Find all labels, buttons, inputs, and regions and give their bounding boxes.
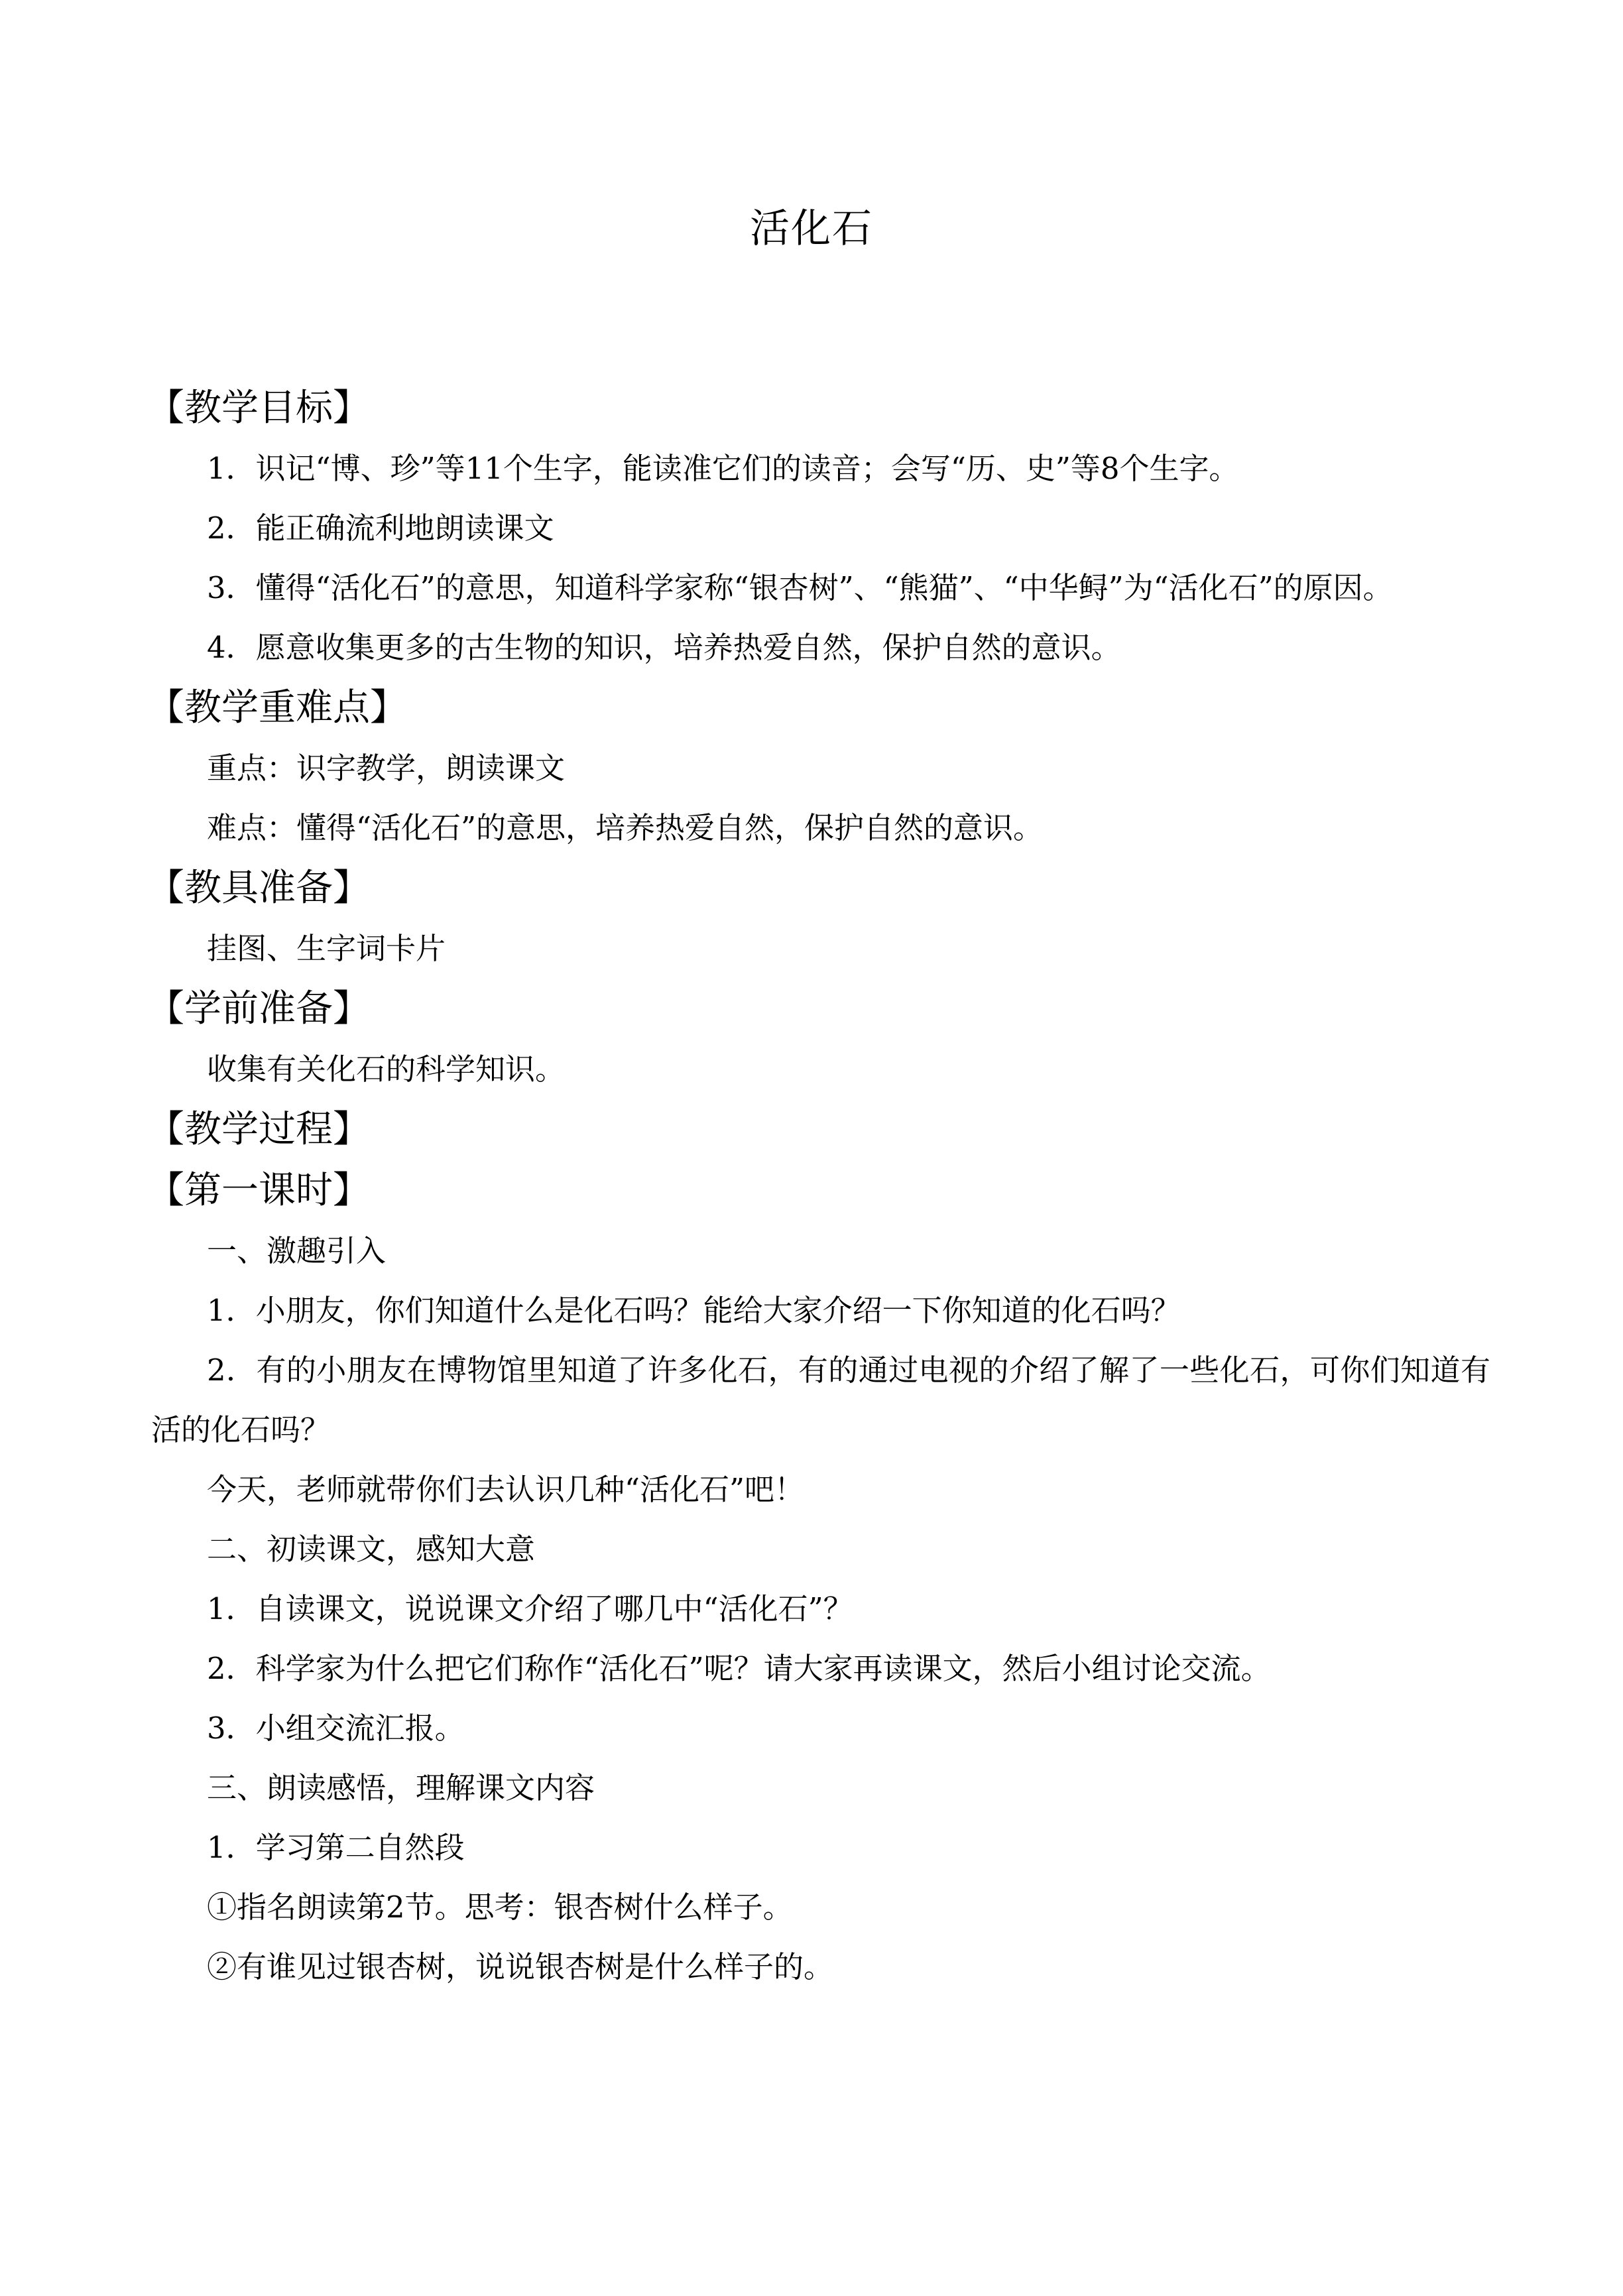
document-title: 活化石 <box>750 206 873 252</box>
goal-item-1: 1．识记“博、珍”等11个生字，能读准它们的读音；会写“历、史”等8个生字。 <box>207 451 1239 486</box>
key-point-focus: 重点：识字教学，朗读课文 <box>207 751 566 786</box>
pre-class-item: 收集有关化石的科学知识。 <box>207 1052 566 1087</box>
lesson-item: 1．自读课文，说说课文介绍了哪几中“活化石”？ <box>207 1591 853 1626</box>
section-heading-materials: 【教具准备】 <box>147 867 370 910</box>
lesson-item: 1．小朋友，你们知道什么是化石吗？能给大家介绍一下你知道的化石吗？ <box>207 1293 1181 1328</box>
goal-item-2: 2．能正确流利地朗读课文 <box>207 511 554 546</box>
lesson-step-heading-3: 三、朗读感悟，理解课文内容 <box>207 1770 595 1805</box>
lesson-item: 2．科学家为什么把它们称作“活化石”呢？请大家再读课文，然后小组讨论交流。 <box>207 1651 1271 1686</box>
materials-item: 挂图、生字词卡片 <box>207 931 446 966</box>
document-body <box>147 378 1490 1997</box>
lesson-item: 1．学习第二自然段 <box>207 1830 465 1865</box>
section-heading-process: 【教学过程】 <box>147 1108 370 1151</box>
section-heading-lesson-one: 【第一课时】 <box>147 1169 370 1212</box>
section-heading-goals: 【教学目标】 <box>147 387 370 430</box>
lesson-step-heading-2: 二、初读课文，感知大意 <box>207 1532 536 1567</box>
lesson-item: ②有谁见过银杏树，说说银杏树是什么样子的。 <box>207 1949 834 1984</box>
section-heading-key-points: 【教学重难点】 <box>147 686 407 729</box>
lesson-step-heading-1: 一、激趣引入 <box>207 1233 387 1268</box>
goal-item-4: 4．愿意收集更多的古生物的知识，培养热爱自然，保护自然的意识。 <box>207 630 1121 665</box>
key-point-difficulty: 难点：懂得“活化石”的意思，培养热爱自然，保护自然的意识。 <box>207 810 1044 845</box>
section-heading-pre-class: 【学前准备】 <box>147 987 370 1030</box>
lesson-item: ①指名朗读第2节。思考：银杏树什么样子。 <box>207 1890 793 1925</box>
lesson-item: 2．有的小朋友在博物馆里知道了许多化石，有的通过电视的介绍了解了一些化石，可你们知道有活的化石吗？ <box>151 1353 1490 1447</box>
lesson-item: 今天，老师就带你们去认识几种“活化石”吧！ <box>207 1472 805 1507</box>
goal-item-3: 3．懂得“活化石”的意思，知道科学家称“银杏树”、“熊猫”、“中华鲟”为“活化石”的原因。 <box>207 570 1393 605</box>
lesson-item: 3．小组交流汇报。 <box>207 1711 465 1746</box>
